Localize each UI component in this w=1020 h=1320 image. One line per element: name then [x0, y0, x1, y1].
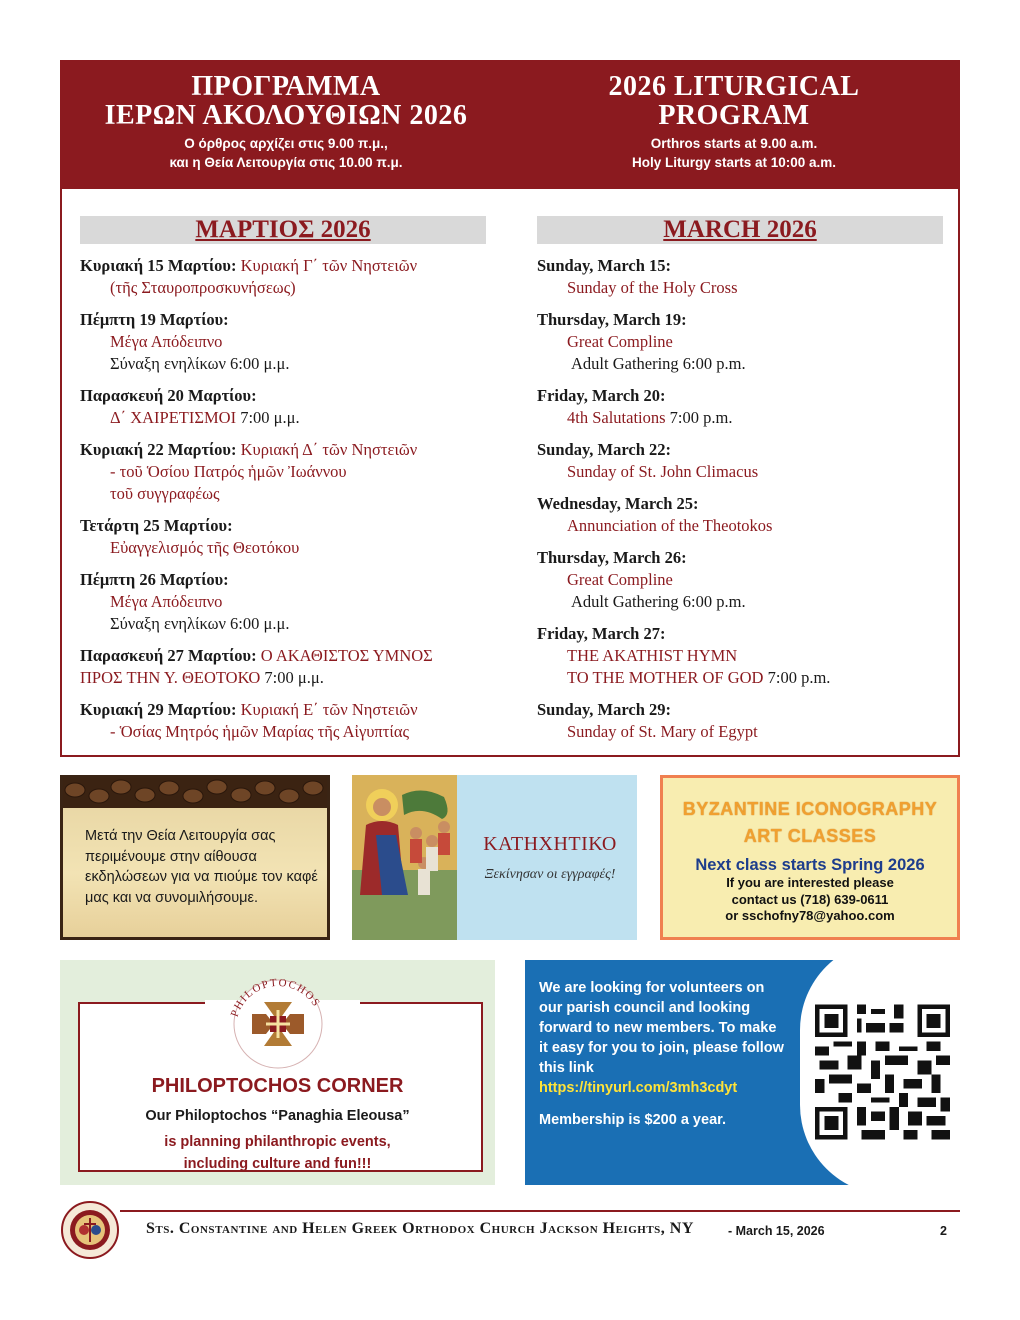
event-subtitle: ΠΡΟΣ ΤΗΝ Υ. ΘΕΟΤΟΚΟ — [80, 668, 261, 687]
event-date: Παρασκευή 20 Μαρτίου: — [80, 386, 257, 405]
english-event — [537, 623, 967, 689]
footer-church-name: Sts. Constantine and Helen Greek Orthodox Church Jackson Heights, NY — [146, 1220, 694, 1237]
event-date: Sunday, March 15: — [537, 256, 672, 275]
english-title-2: PROGRAM — [658, 100, 810, 131]
iconography-title-2: ART CLASSES — [743, 826, 877, 846]
greek-event — [80, 699, 510, 743]
event-date: Πέμπτη 19 Μαρτίου: — [80, 310, 229, 329]
volunteers-text — [539, 978, 784, 1130]
event-title: THE AKATHIST HYMN — [567, 646, 738, 665]
event-subtitle: - Ὁσίας Μητρός ἡμῶν Μαρίας τῆς Αἰγυπτίας — [110, 722, 409, 741]
catechism-notice — [352, 775, 637, 940]
greek-event-list — [80, 255, 510, 753]
event-date: Πέμπτη 26 Μαρτίου: — [80, 570, 229, 589]
event-date: Κυριακή 15 Μαρτίου: — [80, 256, 237, 275]
footer-date: - March 15, 2026 — [728, 1224, 825, 1238]
event-date: Friday, March 20: — [537, 386, 666, 405]
event-date: Παρασκευή 27 Μαρτίου: — [80, 646, 257, 665]
greek-event — [80, 515, 510, 559]
english-event — [537, 309, 967, 375]
iconography-info: If you are interested please — [726, 875, 894, 890]
event-title: Sunday of St. Mary of Egypt — [567, 722, 758, 741]
iconography-classes-notice — [660, 775, 960, 940]
iconography-email: or sschofny78@yahoo.com — [725, 908, 895, 923]
iconography-title-1: BYZANTINE ICONOGRAPHY — [682, 799, 938, 819]
event-date: Sunday, March 29: — [537, 700, 672, 719]
philoptochos-line-1: Our Philoptochos “Panaghia Eleousa” — [145, 1108, 410, 1124]
greek-orthros-time: Ο όρθρος αρχίζει στις 9.00 π.μ., — [184, 136, 388, 151]
event-title: Annunciation of the Theotokos — [567, 516, 773, 535]
coffee-beans-icon — [63, 778, 327, 808]
english-event — [537, 547, 967, 613]
coffee-hour-notice — [60, 775, 330, 940]
philoptochos-corner — [60, 960, 495, 1185]
english-event — [537, 699, 967, 743]
event-title: 4th Salutations — [567, 408, 666, 427]
english-orthros-time: Orthros starts at 9.00 a.m. — [650, 136, 818, 151]
event-title: Great Compline — [567, 332, 673, 351]
footer-page-number: 2 — [940, 1224, 947, 1238]
event-note: Σύναξη ενηλίκων 6:00 μ.μ. — [110, 354, 290, 373]
english-header — [510, 72, 958, 172]
greek-event — [80, 255, 510, 299]
event-title: Κυριακή Δ΄ τῶν Νηστειῶν — [240, 440, 418, 459]
greek-header — [62, 72, 510, 172]
greek-liturgy-time: και η Θεία Λειτουργία στις 10.00 π.μ. — [169, 155, 403, 170]
event-title: Ο ΑΚΑΘΙΣΤΟΣ ΥΜΝΟΣ — [260, 646, 433, 665]
english-event — [537, 493, 967, 537]
church-seal-icon — [60, 1200, 120, 1260]
english-event — [537, 439, 967, 483]
event-note: Adult Gathering 6:00 p.m. — [571, 354, 746, 373]
event-date: Wednesday, March 25: — [537, 494, 699, 513]
event-subtitle: τοῦ συγγραφέως — [110, 484, 220, 503]
event-subtitle: - τοῦ Ὁσίου Πατρός ἡμῶν Ἰωάννου — [110, 462, 347, 481]
event-title: Κυριακή Ε΄ τῶν Νηστειῶν — [240, 700, 418, 719]
iconography-next-class: Next class starts Spring 2026 — [695, 856, 925, 874]
coffee-hour-text: Μετά την Θεία Λειτουργία σας περιμένουμε στην αίθουσα εκδηλώσεων για να πιούμε τον καφέ μας και να συνομιλήσουμε. — [85, 828, 318, 906]
greek-event — [80, 385, 510, 429]
event-time: 7:00 μ.μ. — [240, 408, 300, 427]
philoptochos-logo-icon — [208, 966, 348, 1071]
event-subtitle: TO THE MOTHER OF GOD — [567, 668, 764, 687]
greek-month-heading: ΜΑΡΤΙΟΣ 2026 — [80, 216, 486, 244]
greek-title-2: ΙΕΡΩΝ ΑΚΟΛΟΥΘΙΩΝ 2026 — [104, 100, 468, 131]
philoptochos-title: PHILOPTOCHOS CORNER — [151, 1075, 404, 1097]
event-title: Εὐαγγελισμός τῆς Θεοτόκου — [110, 538, 300, 557]
event-title: Μέγα Απόδειπνο — [110, 592, 223, 611]
volunteers-link[interactable]: https://tinyurl.com/3mh3cdyt — [539, 1080, 738, 1096]
greek-event — [80, 309, 510, 375]
event-title: Sunday of the Holy Cross — [567, 278, 738, 297]
event-time: 7:00 p.m. — [669, 408, 733, 427]
philoptochos-line-3: including culture and fun!!! — [183, 1156, 372, 1172]
event-title: Δ΄ ΧΑΙΡΕΤΙΣΜΟΙ — [110, 408, 237, 427]
parish-council-volunteers — [525, 960, 960, 1185]
event-title: Κυριακή Γ΄ τῶν Νηστειῶν — [240, 256, 418, 275]
event-subtitle: (τῆς Σταυροπροσκυνήσεως) — [110, 278, 296, 297]
event-note: Adult Gathering 6:00 p.m. — [571, 592, 746, 611]
event-date: Sunday, March 22: — [537, 440, 672, 459]
philoptochos-logo-text: PHILOPTOCHOS — [228, 976, 323, 1019]
english-event — [537, 255, 967, 299]
greek-title-1: ΠΡΟΓΡΑΜΜΑ — [191, 71, 381, 102]
membership-fee: Membership is $200 a year. — [539, 1112, 726, 1128]
event-date: Thursday, March 26: — [537, 548, 687, 567]
event-title: Great Compline — [567, 570, 673, 589]
schedule-banner — [62, 62, 958, 189]
event-time: 7:00 μ.μ. — [264, 668, 324, 687]
volunteers-message: We are looking for volunteers on our parish council and looking forward to new members. To make it easy for you to join, please follow this link — [539, 980, 784, 1076]
greek-event — [80, 645, 510, 689]
philoptochos-line-2: is planning philanthropic events, — [164, 1134, 391, 1150]
event-date: Friday, March 27: — [537, 624, 666, 643]
event-date: Κυριακή 29 Μαρτίου: — [80, 700, 237, 719]
greek-event — [80, 439, 510, 505]
event-note: Σύναξη ενηλίκων 6:00 μ.μ. — [110, 614, 290, 633]
event-date: Thursday, March 19: — [537, 310, 687, 329]
english-liturgy-time: Holy Liturgy starts at 10:00 a.m. — [631, 155, 837, 170]
catechism-subtitle: Ξεκίνησαν οι εγγραφές! — [484, 867, 616, 882]
event-title: Μέγα Απόδειπνο — [110, 332, 223, 351]
iconography-phone: contact us (718) 639-0611 — [731, 891, 889, 907]
event-time: 7:00 p.m. — [767, 668, 831, 687]
event-date: Τετάρτη 25 Μαρτίου: — [80, 516, 233, 535]
greek-event — [80, 569, 510, 635]
english-event-list — [537, 255, 967, 753]
english-title-1: 2026 LITURGICAL — [608, 71, 860, 102]
qr-code-icon[interactable] — [815, 1002, 950, 1142]
liturgical-schedule — [60, 60, 960, 757]
english-month-heading: MARCH 2026 — [537, 216, 943, 244]
catechism-title: ΚΑΤΗΧΗΤΙΚΟ — [483, 833, 617, 855]
event-title: Sunday of St. John Climacus — [567, 462, 759, 481]
english-event — [537, 385, 967, 429]
christ-with-children-icon — [352, 775, 457, 940]
event-date: Κυριακή 22 Μαρτίου: — [80, 440, 237, 459]
